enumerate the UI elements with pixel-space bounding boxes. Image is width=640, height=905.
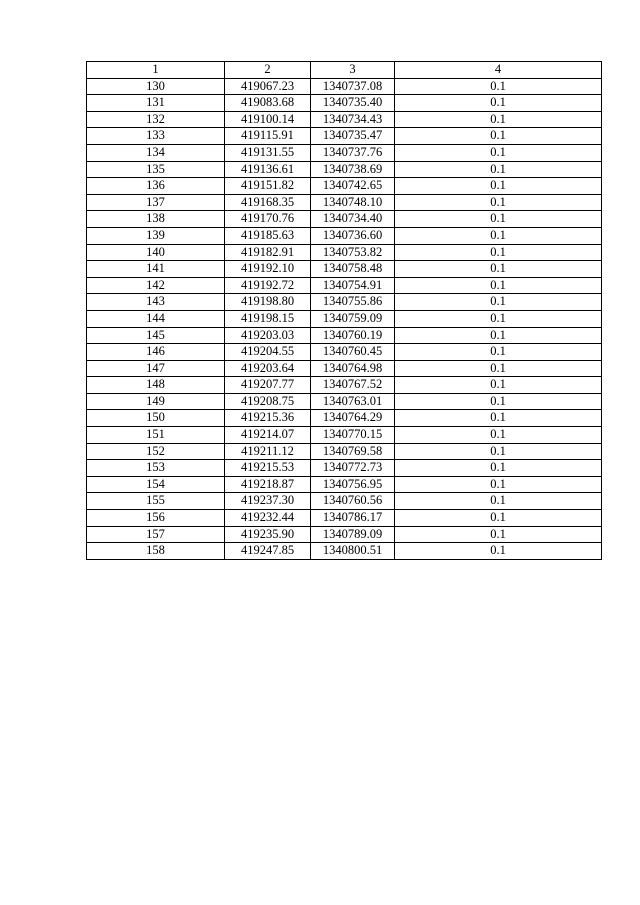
- table-cell-col1: 135: [87, 161, 225, 178]
- table-cell-col3: 1340789.09: [311, 526, 395, 543]
- table-cell-col1: 132: [87, 111, 225, 128]
- table-row: [87, 294, 602, 311]
- table-row: [87, 476, 602, 493]
- table-cell-col3: 1340738.69: [311, 161, 395, 178]
- table-row: [87, 460, 602, 477]
- table-cell-col2: 419100.14: [225, 111, 311, 128]
- table-cell-col3: 1340772.73: [311, 460, 395, 477]
- table-cell-col2: 419232.44: [225, 510, 311, 527]
- table-cell-col2: 419170.76: [225, 211, 311, 228]
- table-cell-col4: 0.1: [395, 476, 602, 493]
- table-cell-col1: 154: [87, 476, 225, 493]
- table-cell-col1: 143: [87, 294, 225, 311]
- table-cell-col2: 419182.91: [225, 244, 311, 261]
- table-cell-col4: 0.1: [395, 510, 602, 527]
- table-cell-col4: 0.1: [395, 95, 602, 112]
- table-cell-col3: 1340734.40: [311, 211, 395, 228]
- table-cell-col1: 134: [87, 144, 225, 161]
- table-body: [87, 78, 602, 559]
- table-cell-col3: 1340735.47: [311, 128, 395, 145]
- table-cell-col2: 419207.77: [225, 377, 311, 394]
- table-row: [87, 111, 602, 128]
- table-row: [87, 443, 602, 460]
- table-cell-col4: 0.1: [395, 377, 602, 394]
- table-cell-col4: 0.1: [395, 111, 602, 128]
- table-cell-col4: 0.1: [395, 393, 602, 410]
- table-cell-col1: 140: [87, 244, 225, 261]
- table-cell-col3: 1340748.10: [311, 194, 395, 211]
- table-cell-col2: 419218.87: [225, 476, 311, 493]
- table-cell-col4: 0.1: [395, 128, 602, 145]
- table-cell-col1: 144: [87, 310, 225, 327]
- table-cell-col4: 0.1: [395, 261, 602, 278]
- table-cell-col1: 151: [87, 427, 225, 444]
- table-cell-col2: 419131.55: [225, 144, 311, 161]
- table-cell-col4: 0.1: [395, 543, 602, 560]
- table-cell-col2: 419115.91: [225, 128, 311, 145]
- table-cell-col1: 131: [87, 95, 225, 112]
- table-cell-col1: 155: [87, 493, 225, 510]
- table-cell-col2: 419215.36: [225, 410, 311, 427]
- table-row: [87, 211, 602, 228]
- header-cell-4: 4: [395, 62, 602, 79]
- table-row: [87, 360, 602, 377]
- table-cell-col1: 145: [87, 327, 225, 344]
- table-cell-col4: 0.1: [395, 493, 602, 510]
- table-cell-col3: 1340759.09: [311, 310, 395, 327]
- table-cell-col3: 1340756.95: [311, 476, 395, 493]
- header-row: [87, 62, 602, 79]
- table-cell-col4: 0.1: [395, 227, 602, 244]
- table-cell-col4: 0.1: [395, 427, 602, 444]
- table-row: [87, 410, 602, 427]
- table-cell-col2: 419211.12: [225, 443, 311, 460]
- header-cell-2: 2: [225, 62, 311, 79]
- table-cell-col3: 1340736.60: [311, 227, 395, 244]
- table-cell-col4: 0.1: [395, 194, 602, 211]
- table-cell-col3: 1340767.52: [311, 377, 395, 394]
- table-cell-col1: 149: [87, 393, 225, 410]
- table-cell-col2: 419151.82: [225, 178, 311, 195]
- table-cell-col3: 1340760.45: [311, 344, 395, 361]
- table-cell-col2: 419185.63: [225, 227, 311, 244]
- table-cell-col2: 419235.90: [225, 526, 311, 543]
- table-cell-col3: 1340753.82: [311, 244, 395, 261]
- table-cell-col2: 419203.03: [225, 327, 311, 344]
- table-cell-col4: 0.1: [395, 410, 602, 427]
- table-header: [87, 62, 602, 79]
- table-cell-col2: 419198.15: [225, 310, 311, 327]
- table-cell-col3: 1340769.58: [311, 443, 395, 460]
- table-cell-col4: 0.1: [395, 310, 602, 327]
- table-row: [87, 393, 602, 410]
- table-cell-col3: 1340755.86: [311, 294, 395, 311]
- table-cell-col4: 0.1: [395, 294, 602, 311]
- table-cell-col4: 0.1: [395, 360, 602, 377]
- table-cell-col4: 0.1: [395, 443, 602, 460]
- table-cell-col3: 1340764.98: [311, 360, 395, 377]
- table-row: [87, 178, 602, 195]
- table-cell-col3: 1340737.76: [311, 144, 395, 161]
- table-row: [87, 427, 602, 444]
- table-row: [87, 261, 602, 278]
- table-cell-col1: 146: [87, 344, 225, 361]
- table-cell-col3: 1340754.91: [311, 277, 395, 294]
- table-cell-col4: 0.1: [395, 78, 602, 95]
- table-cell-col3: 1340764.29: [311, 410, 395, 427]
- table-row: [87, 277, 602, 294]
- table-cell-col2: 419198.80: [225, 294, 311, 311]
- table-row: [87, 526, 602, 543]
- table-cell-col2: 419204.55: [225, 344, 311, 361]
- table-cell-col4: 0.1: [395, 327, 602, 344]
- table-cell-col1: 156: [87, 510, 225, 527]
- table-cell-col1: 142: [87, 277, 225, 294]
- table-row: [87, 377, 602, 394]
- table-cell-col2: 419136.61: [225, 161, 311, 178]
- table-cell-col3: 1340758.48: [311, 261, 395, 278]
- table-cell-col2: 419203.64: [225, 360, 311, 377]
- table-cell-col3: 1340786.17: [311, 510, 395, 527]
- table-row: [87, 144, 602, 161]
- table-cell-col4: 0.1: [395, 161, 602, 178]
- table-row: [87, 493, 602, 510]
- header-cell-3: 3: [311, 62, 395, 79]
- table-cell-col3: 1340760.56: [311, 493, 395, 510]
- table-cell-col2: 419168.35: [225, 194, 311, 211]
- table-cell-col1: 158: [87, 543, 225, 560]
- table-row: [87, 128, 602, 145]
- table-cell-col4: 0.1: [395, 178, 602, 195]
- table-cell-col1: 153: [87, 460, 225, 477]
- table-cell-col1: 150: [87, 410, 225, 427]
- table-cell-col2: 419192.10: [225, 261, 311, 278]
- table-cell-col3: 1340763.01: [311, 393, 395, 410]
- table-cell-col3: 1340760.19: [311, 327, 395, 344]
- table-cell-col1: 139: [87, 227, 225, 244]
- table-cell-col4: 0.1: [395, 144, 602, 161]
- table-cell-col2: 419208.75: [225, 393, 311, 410]
- table-cell-col1: 137: [87, 194, 225, 211]
- table-cell-col1: 157: [87, 526, 225, 543]
- coordinates-table: [86, 61, 602, 560]
- table-cell-col3: 1340800.51: [311, 543, 395, 560]
- table-row: [87, 78, 602, 95]
- table-row: [87, 244, 602, 261]
- table-cell-col1: 138: [87, 211, 225, 228]
- table-cell-col3: 1340737.08: [311, 78, 395, 95]
- table-cell-col3: 1340735.40: [311, 95, 395, 112]
- table-row: [87, 344, 602, 361]
- table-cell-col2: 419215.53: [225, 460, 311, 477]
- table-cell-col3: 1340742.65: [311, 178, 395, 195]
- table-cell-col2: 419192.72: [225, 277, 311, 294]
- table-cell-col4: 0.1: [395, 277, 602, 294]
- table-cell-col4: 0.1: [395, 344, 602, 361]
- table-cell-col1: 130: [87, 78, 225, 95]
- table-row: [87, 510, 602, 527]
- table-cell-col3: 1340734.43: [311, 111, 395, 128]
- table-cell-col1: 141: [87, 261, 225, 278]
- table-cell-col3: 1340770.15: [311, 427, 395, 444]
- table-cell-col2: 419067.23: [225, 78, 311, 95]
- table-cell-col1: 147: [87, 360, 225, 377]
- table-cell-col2: 419214.07: [225, 427, 311, 444]
- table-row: [87, 327, 602, 344]
- table-cell-col4: 0.1: [395, 526, 602, 543]
- table-row: [87, 161, 602, 178]
- header-cell-1: 1: [87, 62, 225, 79]
- table-cell-col4: 0.1: [395, 460, 602, 477]
- table-cell-col4: 0.1: [395, 211, 602, 228]
- table-cell-col1: 136: [87, 178, 225, 195]
- table-row: [87, 310, 602, 327]
- table-cell-col4: 0.1: [395, 244, 602, 261]
- table-cell-col2: 419237.30: [225, 493, 311, 510]
- table-cell-col1: 148: [87, 377, 225, 394]
- table-cell-col1: 133: [87, 128, 225, 145]
- table-cell-col2: 419083.68: [225, 95, 311, 112]
- table-cell-col2: 419247.85: [225, 543, 311, 560]
- table-row: [87, 227, 602, 244]
- table-row: [87, 543, 602, 560]
- table-row: [87, 95, 602, 112]
- table-row: [87, 194, 602, 211]
- table-cell-col1: 152: [87, 443, 225, 460]
